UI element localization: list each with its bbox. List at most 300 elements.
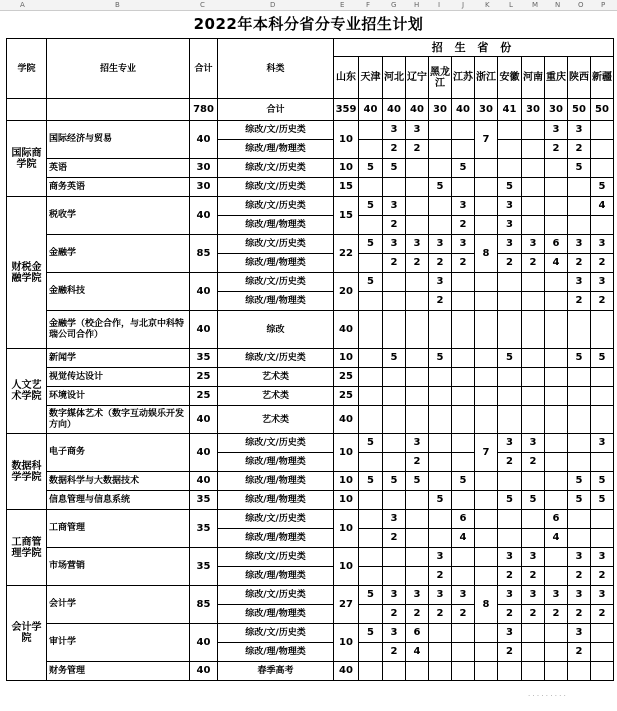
quota-cell: 2 [383,140,406,159]
major-cell: 工商管理 [47,510,190,548]
quota-cell [359,311,383,349]
quota-cell [568,368,591,387]
quota-cell [498,368,522,387]
quota-cell: 10 [334,548,359,586]
college-cell: 人文艺术学院 [7,349,47,434]
quota-cell [545,472,568,491]
quota-cell [545,548,568,567]
quota-cell [522,311,545,349]
quota-cell: 2 [545,605,568,624]
quota-cell [429,434,452,453]
category-cell: 综改/理/物理类 [218,567,334,586]
table-row [7,368,614,387]
total-row-value: 30 [475,99,498,121]
quota-cell [568,311,591,349]
quota-cell [359,121,383,140]
header-province: 黑龙江 [429,57,452,99]
col-letter: B [115,1,120,9]
quota-cell: 5 [568,491,591,510]
quota-cell: 4 [591,197,614,216]
quota-cell: 3 [498,548,522,567]
table-row [7,662,614,681]
quota-cell [383,178,406,197]
col-letter: F [366,1,371,9]
total-row-value: 359 [334,99,359,121]
quota-cell [452,178,475,197]
header-province: 江苏 [452,57,475,99]
category-cell: 综改/理/物理类 [218,491,334,510]
major-cell: 视觉传达设计 [47,368,190,387]
quota-cell: 5 [383,349,406,368]
quota-cell: 2 [591,254,614,273]
quota-cell: 6 [452,510,475,529]
col-letter: L [509,1,513,9]
quota-cell [359,643,383,662]
category-cell: 综改/理/物理类 [218,643,334,662]
category-cell: 艺术类 [218,387,334,406]
major-cell: 环境设计 [47,387,190,406]
quota-cell [522,510,545,529]
category-cell: 综改/理/物理类 [218,472,334,491]
quota-cell [406,491,429,510]
quota-cell: 7 [475,121,498,159]
header-provinces-title: 招 生 省 份 [334,39,614,57]
major-cell: 数据科学与大数据技术 [47,472,190,491]
quota-cell [475,406,498,434]
category-cell: 综改/文/历史类 [218,273,334,292]
quota-cell [498,311,522,349]
quota-cell [406,368,429,387]
quota-cell [498,472,522,491]
quota-cell [591,510,614,529]
quota-cell: 15 [334,178,359,197]
quota-cell [475,349,498,368]
quota-cell [452,643,475,662]
quota-cell: 10 [334,349,359,368]
col-letter: N [555,1,561,9]
major-total-cell: 85 [190,235,218,273]
college-cell: 会计学院 [7,586,47,681]
quota-cell: 2 [591,605,614,624]
quota-cell: 3 [383,586,406,605]
quota-cell: 2 [406,254,429,273]
total-row-value: 40 [359,99,383,121]
total-row [7,99,614,121]
quota-cell [359,140,383,159]
quota-cell: 5 [359,624,383,643]
quota-cell [406,529,429,548]
quota-cell [452,273,475,292]
quota-cell [522,178,545,197]
quota-cell [545,491,568,510]
quota-cell [545,434,568,453]
quota-cell: 2 [522,567,545,586]
quota-cell [498,406,522,434]
header-province: 天津 [359,57,383,99]
quota-cell: 6 [545,235,568,254]
quota-cell [359,387,383,406]
major-cell: 新闻学 [47,349,190,368]
category-cell: 春季高考 [218,662,334,681]
table-row [7,548,614,567]
quota-cell: 5 [591,472,614,491]
college-cell: 数据科学学院 [7,434,47,510]
quota-cell [522,662,545,681]
header-province: 辽宁 [406,57,429,99]
major-total-cell: 25 [190,368,218,387]
table-row [7,586,614,605]
quota-cell [475,491,498,510]
quota-cell [406,387,429,406]
table-row [7,387,614,406]
total-row-value: 30 [545,99,568,121]
category-cell: 综改/文/历史类 [218,586,334,605]
quota-cell [522,643,545,662]
col-letter: M [532,1,539,9]
quota-cell [522,197,545,216]
quota-cell [568,197,591,216]
quota-cell [591,643,614,662]
quota-cell [429,368,452,387]
quota-cell [545,178,568,197]
quota-cell: 5 [452,472,475,491]
quota-cell: 27 [334,586,359,624]
quota-cell [591,159,614,178]
quota-cell: 3 [452,235,475,254]
quota-cell [591,453,614,472]
col-letter: K [485,1,490,9]
total-row-value: 40 [383,99,406,121]
col-letter: A [20,1,25,9]
header-province: 陕西 [568,57,591,99]
quota-cell [383,273,406,292]
quota-cell [522,121,545,140]
major-total-cell: 25 [190,387,218,406]
quota-cell [475,643,498,662]
quota-cell: 10 [334,434,359,472]
quota-cell [406,197,429,216]
quota-cell: 2 [406,605,429,624]
quota-cell [475,159,498,178]
quota-cell: 3 [429,586,452,605]
quota-cell: 2 [383,216,406,235]
quota-cell: 2 [406,453,429,472]
quota-cell [545,216,568,235]
header-province: 新疆 [591,57,614,99]
quota-cell [522,529,545,548]
total-row-college-blank [7,99,47,121]
major-cell: 税收学 [47,197,190,235]
major-total-cell: 40 [190,472,218,491]
quota-cell: 5 [359,472,383,491]
quota-cell: 40 [334,311,359,349]
quota-cell [383,368,406,387]
header-college: 学院 [7,39,47,99]
quota-cell: 3 [383,510,406,529]
quota-cell: 3 [545,586,568,605]
table-row [7,434,614,453]
quota-cell [545,643,568,662]
quota-cell [568,178,591,197]
quota-cell [475,292,498,311]
quota-cell [475,510,498,529]
total-row-major-blank [47,99,190,121]
major-cell: 信息管理与信息系统 [47,491,190,510]
quota-cell [522,472,545,491]
quota-cell [545,406,568,434]
col-letter: G [391,1,397,9]
quota-cell: 3 [591,434,614,453]
quota-cell: 2 [591,292,614,311]
quota-cell: 3 [429,548,452,567]
quota-cell: 2 [452,216,475,235]
category-cell: 艺术类 [218,368,334,387]
category-cell: 综改/理/物理类 [218,216,334,235]
quota-cell [475,368,498,387]
major-total-cell: 35 [190,548,218,586]
quota-cell: 3 [383,235,406,254]
quota-cell [406,567,429,586]
quota-cell: 5 [498,178,522,197]
major-cell: 商务英语 [47,178,190,197]
quota-cell [475,662,498,681]
quota-cell [568,216,591,235]
header-province: 山东 [334,57,359,99]
quota-cell [522,387,545,406]
quota-cell [429,216,452,235]
table-row [7,273,614,292]
quota-cell: 3 [498,235,522,254]
quota-cell: 5 [498,491,522,510]
quota-cell: 10 [334,624,359,662]
quota-cell [475,567,498,586]
quota-cell [475,216,498,235]
quota-cell: 5 [383,472,406,491]
header-category: 科类 [218,39,334,99]
quota-cell [545,197,568,216]
header-total: 合计 [190,39,218,99]
quota-cell: 3 [498,197,522,216]
quota-cell [568,662,591,681]
quota-cell [568,406,591,434]
quota-cell: 5 [591,178,614,197]
quota-cell [568,510,591,529]
quota-cell [545,368,568,387]
quota-cell [498,273,522,292]
quota-cell: 2 [568,254,591,273]
total-row-value: 50 [568,99,591,121]
quota-cell: 2 [568,643,591,662]
table-row [7,235,614,254]
category-cell: 综改/理/物理类 [218,529,334,548]
quota-cell: 2 [522,605,545,624]
quota-cell [522,216,545,235]
quota-cell: 10 [334,510,359,548]
quota-cell [406,178,429,197]
quota-cell: 5 [359,159,383,178]
quota-cell: 3 [568,624,591,643]
major-total-cell: 30 [190,159,218,178]
header-province: 河南 [522,57,545,99]
quota-cell: 5 [429,349,452,368]
quota-cell [591,529,614,548]
quota-cell [452,311,475,349]
quota-cell [591,624,614,643]
quota-cell: 5 [359,586,383,605]
table-row [7,311,614,349]
quota-cell [452,121,475,140]
total-row-value: 40 [452,99,475,121]
major-total-cell: 35 [190,510,218,548]
quota-cell: 3 [452,197,475,216]
quota-cell [383,434,406,453]
quota-cell: 2 [522,453,545,472]
major-cell: 电子商务 [47,434,190,472]
quota-cell: 3 [406,586,429,605]
category-cell: 综改/文/历史类 [218,624,334,643]
major-total-cell: 40 [190,662,218,681]
table-row [7,349,614,368]
quota-cell: 3 [406,434,429,453]
quota-cell: 2 [429,567,452,586]
quota-cell [406,548,429,567]
category-cell: 综改/文/历史类 [218,510,334,529]
quota-cell: 5 [591,491,614,510]
quota-cell: 3 [522,548,545,567]
major-cell: 财务管理 [47,662,190,681]
category-cell: 综改/文/历史类 [218,121,334,140]
quota-cell [359,548,383,567]
quota-cell: 2 [568,605,591,624]
quota-cell: 3 [498,216,522,235]
quota-cell [522,140,545,159]
quota-cell [522,273,545,292]
quota-cell [591,216,614,235]
quota-cell: 2 [498,567,522,586]
quota-cell: 2 [568,567,591,586]
quota-cell [568,434,591,453]
major-total-cell: 40 [190,406,218,434]
quota-cell: 6 [545,510,568,529]
quota-cell: 5 [568,349,591,368]
major-total-cell: 35 [190,349,218,368]
quota-cell [591,140,614,159]
category-cell: 综改/文/历史类 [218,349,334,368]
total-row-value: 40 [406,99,429,121]
header-province: 安徽 [498,57,522,99]
total-row-label: 合计 [218,99,334,121]
quota-cell [429,662,452,681]
quota-cell: 5 [406,472,429,491]
quota-cell [452,387,475,406]
quota-cell: 5 [429,491,452,510]
quota-cell [359,491,383,510]
quota-cell [545,387,568,406]
quota-cell [452,434,475,453]
major-total-cell: 40 [190,121,218,159]
quota-cell: 10 [334,491,359,510]
quota-cell [475,273,498,292]
quota-cell: 5 [359,273,383,292]
quota-cell [406,273,429,292]
quota-cell [452,624,475,643]
quota-cell [475,529,498,548]
category-cell: 综改/文/历史类 [218,548,334,567]
quota-cell [429,311,452,349]
major-total-cell: 30 [190,178,218,197]
quota-cell [475,624,498,643]
quota-cell: 25 [334,387,359,406]
quota-cell: 3 [406,235,429,254]
quota-cell [498,387,522,406]
quota-cell: 2 [383,643,406,662]
quota-cell: 2 [452,605,475,624]
quota-cell: 5 [498,349,522,368]
quota-cell: 2 [498,605,522,624]
quota-cell: 3 [591,235,614,254]
quota-cell: 25 [334,368,359,387]
quota-cell [406,510,429,529]
quota-cell: 3 [568,548,591,567]
quota-cell [429,387,452,406]
total-row-value: 41 [498,99,522,121]
quota-cell: 2 [452,254,475,273]
quota-cell: 5 [359,235,383,254]
category-cell: 综改/文/历史类 [218,159,334,178]
table-row [7,178,614,197]
quota-cell: 4 [406,643,429,662]
table-row [7,472,614,491]
quota-cell [522,292,545,311]
quota-cell [568,529,591,548]
quota-cell: 3 [568,586,591,605]
table-row [7,510,614,529]
quota-cell [545,273,568,292]
major-total-cell: 40 [190,624,218,662]
total-row-total: 780 [190,99,218,121]
col-letter: D [270,1,276,9]
major-total-cell: 40 [190,197,218,235]
quota-cell: 3 [568,235,591,254]
quota-cell: 10 [334,159,359,178]
quota-cell: 3 [591,273,614,292]
quota-cell [452,349,475,368]
quota-cell [591,387,614,406]
category-cell: 综改/理/物理类 [218,605,334,624]
quota-cell [452,406,475,434]
college-cell: 国际商学院 [7,121,47,197]
quota-cell [591,368,614,387]
quota-cell [475,311,498,349]
quota-cell [522,406,545,434]
quota-cell [406,349,429,368]
quota-cell [475,197,498,216]
quota-cell [383,406,406,434]
quota-cell [359,510,383,529]
quota-cell [383,453,406,472]
quota-cell: 2 [429,292,452,311]
document-title: 2022年本科分省分专业招生计划 [193,15,424,33]
quota-cell: 2 [498,453,522,472]
quota-cell [522,368,545,387]
header-province: 河北 [383,57,406,99]
quota-cell [359,567,383,586]
quota-cell [591,121,614,140]
quota-cell: 2 [568,292,591,311]
quota-cell [359,292,383,311]
quota-cell [452,491,475,510]
quota-cell: 3 [383,197,406,216]
